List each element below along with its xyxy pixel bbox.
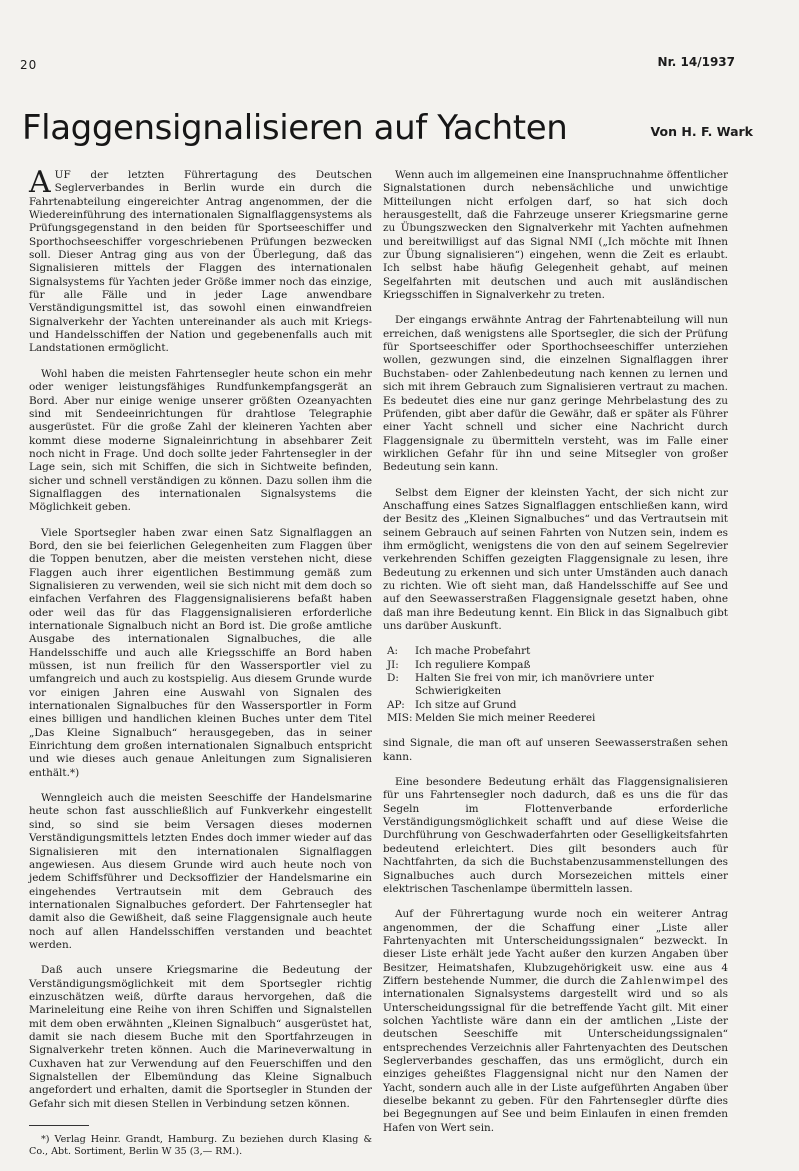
signal-code: D: (387, 672, 399, 685)
signal-item (387, 645, 728, 658)
signal-meaning: Halten Sie frei von mir, ich manövriere unter Schwierigkeiten (415, 672, 654, 698)
paragraph-9: sind Signale, die man oft auf unseren Seewasserstraßen sehen kann. (383, 737, 728, 763)
footnote-divider (29, 1125, 89, 1126)
paragraph-6: Wenn auch im allgemeinen eine Inanspruchnahme öffentlicher Signalstationen durch nebensächliche und unwichtige Mitteilungen nicht erfolgen darf, so hat sich doch herausgestellt, daß die Fahrzeuge unserer Kriegsmarine gerne zu Übungszwecken den Signalverkehr mit Yachten aufnehmen und bereitwilligst auf das Signal NMI („Ich möchte mit Ihnen zur Übung signalisieren“) eingehen, wenn die Zeit es erlaubt. Ich selbst habe häufig Gelegenheit gehabt, auf meinen Segelfahrten mit deutschen und auch mit ausländischen Kriegsschiffen in Signalverkehr zu treten. (383, 169, 728, 302)
spaced-term: Zahlenwimpel (620, 974, 706, 987)
paragraph-1 (29, 165, 372, 356)
paragraph-1-text: UF der letzten Führertagung des Deutschen Seglerverbandes in Berlin wurde ein durch die Fahrtenabteilung eingereichter Antrag angenommen, der die Wiedereinführung des internationalen Signalflaggensystems als Prüfungsgegenstand in den beiden für Sportseeschiffer und Sporthochseeschiffer vorgeschriebenen Prüfungen bezwecken soll. Dieser Antrag ging aus von der Überlegung, daß das Signalisieren mittels der Flaggen des internationalen Signalsystems für Yachten jeder Größe immer noch das einzige, für alle Fälle und in jeder Lage anwendbare Verständigungsmittel ist, das sowohl einen einwandfreien Signalverkehr der Yachten untereinander als auch mit Kriegs- und Handelsschiffen der Nation und gegebenenfalls auch mit Landstationen ermöglicht. (29, 169, 372, 355)
paragraph-10: Eine besondere Bedeutung erhält das Flaggensignalisieren für uns Fahrtensegler noch dadurch, daß es uns die für das Segeln im Flottenverbande erforderliche Verständigungsmöglichkeit schafft und auf diese Weise die Durchführung von Geschwaderfahrten oder Geselligkeitsfahrten bedeutend erleichtert. Dies gilt besonders auch für Nachtfahrten, da sich die Buchstabenzusammenstellungen des Signalbuches auch durch Morsezeichen mittels einer elektrischen Taschenlampe übermitteln lassen. (383, 776, 728, 895)
signal-meaning: Ich mache Probefahrt (415, 645, 531, 658)
paragraph-4: Wenngleich auch die meisten Seeschiffe der Handelsmarine heute schon fast ausschließlich auf Funkverkehr eingestellt sind, so sind sie beim Versagen dieses modernen Verständigungsmittels letzten Endes doch immer wieder auf das Signalisieren mit den internationalen Signalflaggen angewiesen. Aus diesem Grunde wird auch heute noch von jedem Schiffsführer und Decksoffizier der Handelsmarine ein eingehendes Vertrautsein mit dem Gebrauch des internationalen Signalbuches gefordert. Der Fahrtensegler hat damit also die Gewißheit, daß seine Flaggensignale auch heute noch auf allen Handelsschiffen verstanden und beachtet werden. (29, 792, 372, 951)
paragraph-11-part-2: des internationalen Signalsystems dargestellt wird und so als Unterscheidungssignal für die betreffende Yacht gilt. Mit einer solchen Yachtliste wäre dann ein der amtlichen „Liste der deutschen Seeschiffe mit Unterscheidungssignalen“ entsprechendes Verzeichnis aller Fahrtenyachten des Deutschen Seglerverbandes geschaffen, das uns ermöglicht, durch ein einziges geheißtes Flaggensignal nicht nur den Namen der Yacht, sondern auch alle in der Liste aufgeführten Angaben über dieselbe bekannt zu geben. Für den Fahrtensegler dürfte dies bei Begegnungen auf See und beim Einlaufen in einen fremden Hafen von Wert sein. (383, 974, 728, 1134)
page-number: 20 (20, 58, 38, 72)
article-author: Von H. F. Wark (650, 124, 753, 139)
paragraph-8: Selbst dem Eigner der kleinsten Yacht, der sich nicht zur Anschaffung eines Satzes Signalflaggen entschließen kann, wird der Besitz des „Kleinen Signalbuches“ und das Vertrautsein mit seinem Gebrauch auf seinen Fahrten von Nutzen sein, indem es ihm ermöglicht, wenigstens die von den auf seinem Segelrevier verkehrenden Schiffen gezeigten Flaggensignale zu lesen, ihre Bedeutung zu erkennen und sich unter Umständen auch danach zu richten. Wie oft sieht man, daß Handelsschiffe auf See und auf den Seewasserstraßen Flaggensignale gesetzt haben, ohne daß man ihre Bedeutung kennt. Ein Blick in das Signalbuch gibt uns darüber Auskunft. (383, 486, 728, 632)
signal-code: AP: (387, 698, 405, 711)
signal-item (387, 699, 728, 712)
paragraph-3: Viele Sportsegler haben zwar einen Satz Signalflaggen an Bord, den sie bei feierlichen Gelegenheiten zum Flaggen über die Toppen benutzen, aber die meisten verstehen nicht, diese Flaggen auch ihrer eigentlichen Bestimmung gemäß zum Signalisieren zu verwenden, weil sie sich nicht mit dem doch so einfachen Verfahren des Flaggensignalisierens befaßt haben oder weil das für das Flaggensignalisieren erforderliche internationale Signalbuch nicht an Bord ist. Die große amtliche Ausgabe des internationalen Signalbuches, die alle Handelsschiffe und auch alle Kriegsschiffe an Bord haben müssen, ist nun freilich für den Wassersportler viel zu umfangreich und auch zu kostspielig. Aus diesem Grunde wurde vor einigen Jahren eine Auswahl von Signalen des internationalen Signalbuches für den Wassersportler in Form eines billigen und handlichen kleinen Buches unter dem Titel „Das Kleine Signalbuch“ herausgegeben, das in seiner Einrichtung dem großen internationalen Signalbuch entspricht und wie dieses auch genaue Anleitungen zum Signalisieren enthält.*) (29, 526, 372, 779)
signal-code: A: (387, 645, 399, 658)
paragraph-5: Daß auch unsere Kriegsmarine die Bedeutung der Verständigungsmöglichkeit mit dem Sportsegler richtig einzuschätzen weiß, dürfte daraus hervorgehen, daß die Marineleitung eine Reihe von ihren Schiffen und Signalstellen mit dem oben erwähnten „Kleinen Signalbuch“ ausgerüstet hat, damit sie nach diesem Buche mit den Sportfahrzeugen in Signalverkehr treten können. Auch die Marineverwaltung in Cuxhaven hat zur Verwendung auf den Feuerschiffen und den Signalstellen der Elbemündung das Kleine Signalbuch angefordert und erhalten, damit die Sportsegler in Stunden der Gefahr sich mit diesen Stellen in Verbindung setzen können. (29, 964, 372, 1110)
right-column (383, 169, 728, 1147)
signal-item (387, 712, 728, 725)
signal-list (387, 645, 728, 725)
signal-code: MIS: (387, 712, 413, 725)
signal-meaning: Ich reguliere Kompaß (415, 658, 531, 671)
signal-meaning: Ich sitze auf Grund (415, 698, 517, 711)
issue-number: Nr. 14/1937 (657, 55, 735, 69)
article-title: Flaggensignalisieren auf Yachten (22, 108, 568, 148)
footnote: *) Verlag Heinr. Grandt, Hamburg. Zu beziehen durch Klasing & Co., Abt. Sortiment, Berlin W 35 (3,— RM.). (29, 1134, 372, 1158)
paragraph-2: Wohl haben die meisten Fahrtensegler heute schon ein mehr oder weniger leistungsfähiges Rundfunkempfangsgerät an Bord. Aber nur einige wenige unserer größten Ozeanyachten sind mit Sendeeinrichtungen für drahtlose Telegraphie ausgerüstet. Für die große Zahl der kleineren Yachten aber kommt diese moderne Signaleinrichtung in absehbarer Zeit noch nicht in Frage. Und doch sollte jeder Fahrtensegler in der Lage sein, sich mit Schiffen, die sich in Sichtweite befinden, sicher und schnell verständigen zu können. Dazu sollen ihm die Signalflaggen des internationalen Signalsystems die Möglichkeit geben. (29, 367, 372, 514)
left-column (29, 165, 372, 1171)
signal-meaning: Melden Sie mich meiner Reederei (415, 712, 596, 725)
signal-item (387, 672, 728, 699)
signal-code: JI: (387, 658, 399, 671)
drop-cap: A (29, 165, 51, 200)
paragraph-11-part-1: Auf der Führertagung wurde noch ein weiterer Antrag angenommen, der die Schaffung einer „Liste aller Fahrtenyachten mit Unterscheidungssignalen“ bezweckt. In dieser Liste erhält jede Yacht außer den kurzen Angaben über Besitzer, Heimatshafen, Klubzugehörigkeit usw. eine aus 4 Ziffern bestehende Nummer, die durch die (383, 908, 728, 987)
paragraph-7: Der eingangs erwähnte Antrag der Fahrtenabteilung will nun erreichen, daß wenigstens alle Sportsegler, die sich der Prüfung für Sportseeschiffer oder Sporthochseeschiffer unterziehen wollen, gezwungen sind, die einzelnen Signalflaggen ihrer Buchstaben- oder Zahlenbedeutung nach kennen zu lernen und sich mit ihrem Gebrauch zum Signalisieren vertraut zu machen. Es bedeutet dies eine nur ganz geringe Mehrbelastung des zu Prüfenden, gibt aber dafür die Gewähr, daß er später als Führer einer Yacht schnell und sicher eine Nachricht durch Flaggensignale zu übermitteln versteht, was im Falle einer wirklichen Gefahr für ihn und seine Mitsegler von großer Bedeutung sein kann. (383, 314, 728, 474)
signal-item (387, 659, 728, 672)
paragraph-11 (383, 908, 728, 1135)
